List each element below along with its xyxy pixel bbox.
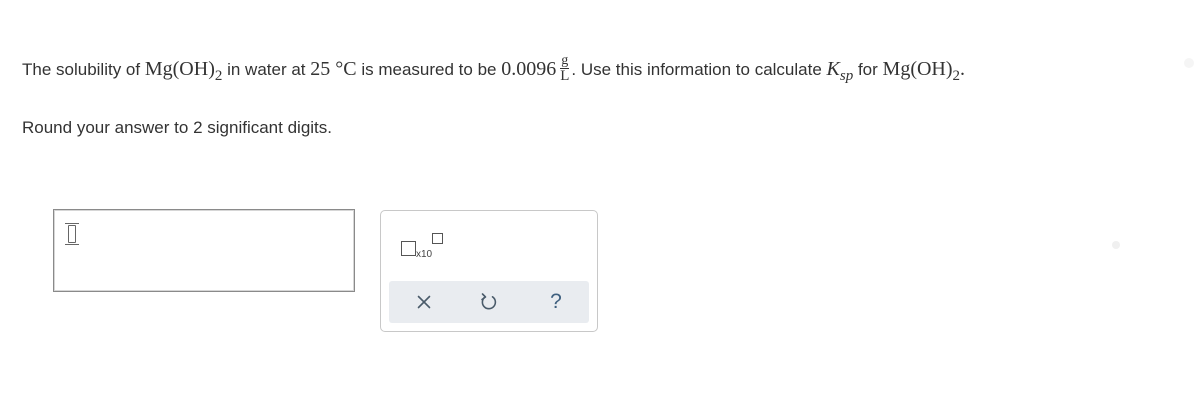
tool-button-row	[389, 281, 589, 323]
unit-numerator: g	[561, 53, 569, 69]
compound-base: Mg(OH)	[144, 58, 215, 80]
ksp-subscript: sp	[839, 68, 854, 84]
scientific-notation-button[interactable]	[399, 231, 459, 271]
math-tools-panel	[380, 210, 598, 332]
undo-button[interactable]	[464, 281, 514, 323]
rounding-suffix: significant digits.	[207, 118, 332, 137]
solubility-value: 0.0096	[501, 58, 557, 80]
ksp-symbol	[826, 58, 854, 84]
question-part-3: is measured to be	[361, 60, 497, 79]
mantissa-box-icon	[401, 241, 416, 256]
ksp-k: K	[826, 58, 840, 80]
compound-subscript: 2	[214, 68, 223, 84]
rounding-prefix: Round your answer to	[22, 118, 189, 137]
text-cursor-icon	[68, 225, 76, 243]
undo-icon	[480, 292, 498, 312]
question-part-2: in water at	[227, 60, 306, 79]
answer-input[interactable]	[53, 209, 355, 292]
compound-formula	[144, 58, 223, 84]
rounding-instruction	[22, 116, 332, 140]
question-mark-icon: ?	[550, 290, 562, 313]
compound-formula-2	[882, 58, 966, 84]
close-icon	[417, 295, 431, 309]
compound-2-base: Mg(OH)	[882, 58, 953, 80]
help-button[interactable]	[531, 281, 581, 323]
unit-fraction	[560, 53, 569, 84]
question-end-period: .	[960, 58, 966, 80]
question-text	[22, 44, 965, 96]
compound-2-subscript: 2	[952, 68, 961, 84]
x10-label: x10	[416, 249, 433, 260]
clear-button[interactable]	[399, 281, 449, 323]
exponent-box-icon	[432, 233, 443, 244]
question-part-1: The solubility of	[22, 60, 141, 79]
corner-decoration	[1184, 58, 1194, 68]
unit-denominator: L	[560, 68, 570, 85]
background-dot	[1112, 241, 1120, 249]
temperature-value: 25 °C	[310, 58, 357, 80]
question-part-5: for	[857, 60, 878, 79]
question-part-4: . Use this information to calculate	[571, 60, 822, 79]
rounding-digits: 2	[193, 118, 203, 137]
